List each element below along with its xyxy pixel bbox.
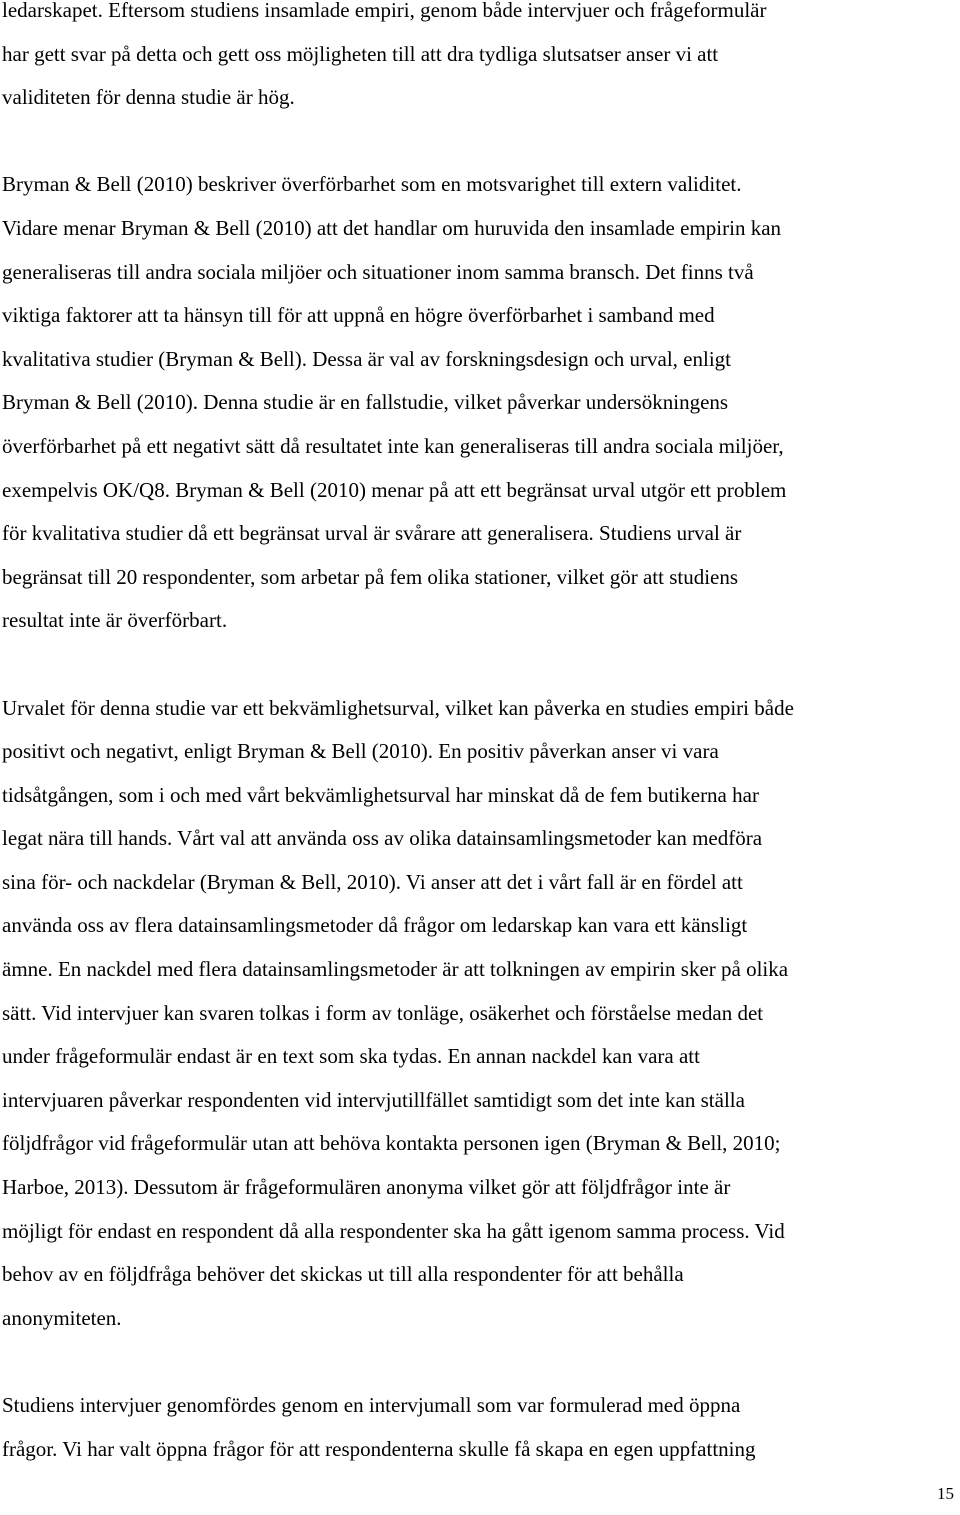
text-line: har gett svar på detta och gett oss möjligheten till att dra tydliga slutsatser anser vi att <box>2 41 719 66</box>
text-line: överförbarhet på ett negativt sätt då resultatet inte kan generaliseras till andra sociala miljöer, <box>2 433 784 458</box>
text-line: begränsat till 20 respondenter, som arbetar på fem olika stationer, vilket gör att studiens <box>2 564 739 589</box>
paragraph <box>2 163 958 643</box>
body-text <box>2 0 958 1471</box>
paragraph-spacer <box>2 120 958 164</box>
text-line: tidsåtgången, som i och med vårt bekvämlighetsurval har minskat då de fem butikerna har <box>2 782 759 807</box>
text-line: under frågeformulär endast är en text som ska tydas. En annan nackdel kan vara att <box>2 1044 700 1069</box>
text-line: Vidare menar Bryman & Bell (2010) att det handlar om huruvida den insamlade empirin kan <box>2 215 782 240</box>
text-line: exempelvis OK/Q8. Bryman & Bell (2010) menar på att ett begränsat urval utgör ett problem <box>2 477 787 502</box>
text-line: viktiga faktorer att ta hänsyn till för att uppnå en högre överförbarhet i samband med <box>2 303 715 328</box>
text-line: kvalitativa studier (Bryman & Bell). Dessa är val av forskningsdesign och urval, enligt <box>2 346 731 371</box>
text-line: ämne. En nackdel med flera datainsamlingsmetoder är att tolkningen av empirin sker på olika <box>2 957 789 982</box>
text-line: använda oss av flera datainsamlingsmetoder då frågor om ledarskap kan vara ett känsligt <box>2 913 748 938</box>
text-line: legat nära till hands. Vårt val att använda oss av olika datainsamlingsmetoder kan medföra <box>2 826 763 851</box>
text-line: positivt och negativt, enligt Bryman & Bell (2010). En positiv påverkan anser vi vara <box>2 739 719 764</box>
text-line: Bryman & Bell (2010). Denna studie är en fallstudie, vilket påverkar undersökningens <box>2 390 729 415</box>
text-line: Studiens intervjuer genomfördes genom en intervjumall som var formulerad med öppna <box>2 1393 741 1417</box>
text-line: sina för- och nackdelar (Bryman & Bell, 2010). Vi anser att det i vårt fall är en fördel att <box>2 869 743 894</box>
text-line: möjligt för endast en respondent då alla respondenter ska ha gått igenom samma process. Vid <box>2 1218 785 1243</box>
text-line: intervjuaren påverkar respondenten vid intervjutillfället samtidigt som det inte kan ställa <box>2 1087 745 1112</box>
text-line: resultat inte är överförbart. <box>2 608 228 633</box>
text-line: anonymiteten. <box>2 1305 122 1330</box>
paragraph <box>2 0 958 120</box>
paragraph-spacer <box>2 643 958 687</box>
text-line: validiteten för denna studie är hög. <box>2 85 295 110</box>
text-line: behov av en följdfråga behöver det skickas ut till alla respondenter för att behålla <box>2 1262 684 1287</box>
text-line: frågor. Vi har valt öppna frågor för att respondenterna skulle få skapa en egen uppfattning <box>2 1436 756 1461</box>
text-line: följdfrågor vid frågeformulär utan att behöva kontakta personen igen (Bryman & Bell, 2010; <box>2 1131 781 1156</box>
text-line: Harboe, 2013). Dessutom är frågeformulären anonyma vilket gör att följdfrågor inte är <box>2 1175 731 1200</box>
text-line: sätt. Vid intervjuer kan svaren tolkas i form av tonläge, osäkerhet och förståelse medan det <box>2 1000 764 1025</box>
page-number: 15 <box>937 1484 954 1503</box>
paragraph <box>2 1384 958 1471</box>
text-line: för kvalitativa studier då ett begränsat urval är svårare att generalisera. Studiens urval är <box>2 521 742 546</box>
text-line: Urvalet för denna studie var ett bekvämlighetsurval, vilket kan påverka en studies empiri både <box>2 695 794 720</box>
text-line: Bryman & Bell (2010) beskriver överförbarhet som en motsvarighet till extern validitet. <box>2 172 742 197</box>
paragraph-spacer <box>2 1340 958 1384</box>
text-line: ledarskapet. Eftersom studiens insamlade empiri, genom både intervjuer och frågeformulär <box>2 0 767 22</box>
paragraph <box>2 687 958 1341</box>
text-line: generaliseras till andra sociala miljöer och situationer inom samma bransch. Det finns två <box>2 259 754 284</box>
